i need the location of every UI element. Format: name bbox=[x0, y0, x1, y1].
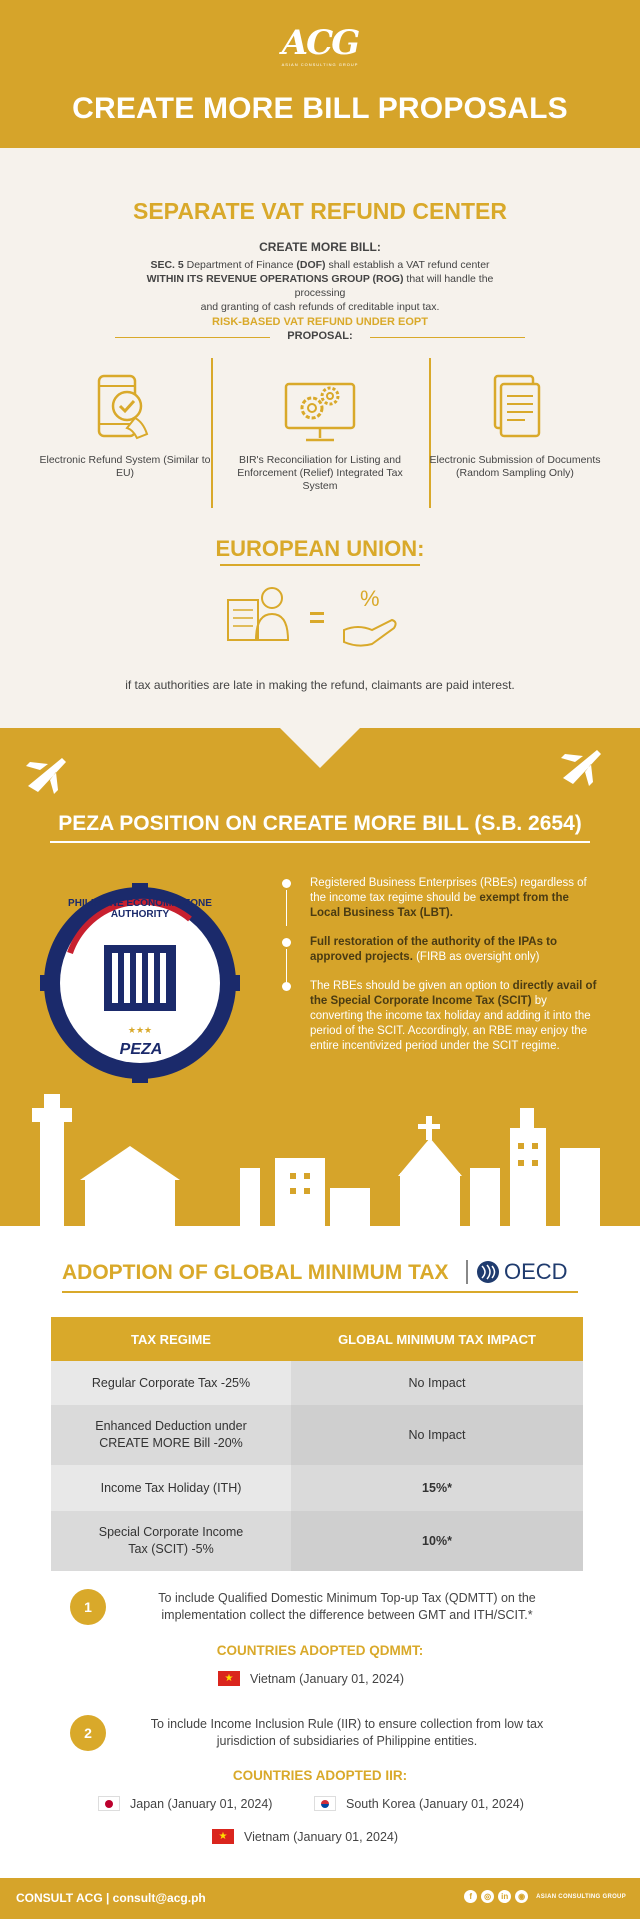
table-cell: 15%* bbox=[291, 1465, 583, 1511]
vietnam-flag-icon: ★ bbox=[212, 1829, 234, 1844]
bill-sec: SEC. 5 bbox=[150, 259, 184, 271]
oecd-globe-icon bbox=[476, 1260, 500, 1284]
seal-abbr: PEZA bbox=[119, 1041, 163, 1058]
table-row bbox=[51, 1405, 583, 1465]
countries-iir-title: COUNTRIES ADOPTED IIR: bbox=[232, 1768, 408, 1783]
bill-title: CREATE MORE BILL: bbox=[259, 240, 381, 254]
note-qdmtt bbox=[70, 1589, 590, 1625]
peza-points bbox=[280, 876, 600, 1068]
note-number: 2 bbox=[70, 1715, 106, 1751]
point-3-text: The RBEs should be given an option to bbox=[310, 980, 513, 992]
point-2-text: (FIRB as oversight only) bbox=[412, 951, 540, 963]
page-title: CREATE MORE BILL PROPOSALS bbox=[72, 92, 568, 125]
table-cell: 10%* bbox=[291, 1511, 583, 1571]
airplane-left-icon bbox=[20, 748, 70, 798]
note-text: To include Income Inclusion Rule (IIR) to ensure collection from low tax jurisdiction of subsidiaries of Philippine entities. bbox=[150, 1717, 544, 1748]
peza-underline bbox=[50, 841, 590, 843]
peza-section bbox=[0, 728, 640, 1233]
bill-rog: WITHIN ITS REVENUE OPERATIONS GROUP (ROG) bbox=[146, 273, 404, 285]
oecd-text: OECD bbox=[504, 1259, 568, 1284]
point-1-text: Registered Business Enterprises (RBEs) regardless of the income tax regime should be bbox=[310, 877, 587, 904]
city-skyline-illustration bbox=[0, 1068, 640, 1233]
facebook-icon[interactable]: f bbox=[464, 1890, 477, 1903]
proposal-item-refund-system bbox=[30, 368, 220, 480]
bill-text-1: Department of Finance bbox=[183, 259, 297, 271]
eu-refund-icon bbox=[220, 578, 420, 658]
point-2-bold: Full restoration of the authority of the IPAs to approved projects. bbox=[310, 936, 558, 963]
japan-flag-icon bbox=[98, 1796, 120, 1811]
documents-icon bbox=[475, 368, 555, 448]
tax-regime-table bbox=[51, 1317, 583, 1571]
svg-text:%: % bbox=[360, 586, 380, 611]
table-cell: Regular Corporate Tax -25% bbox=[51, 1361, 291, 1405]
web-icon[interactable]: ◉ bbox=[515, 1890, 528, 1903]
country-label: Vietnam (January 01, 2024) bbox=[244, 1829, 399, 1844]
logo-mark: ACG bbox=[281, 23, 359, 63]
header-banner bbox=[0, 0, 640, 148]
logo-subtitle: ASIAN CONSULTING GROUP bbox=[281, 62, 359, 67]
note-iir bbox=[70, 1715, 590, 1751]
table-cell: No Impact bbox=[291, 1405, 583, 1465]
proposal-item-label: Electronic Refund System (Similar to EU) bbox=[39, 454, 211, 479]
peza-point bbox=[280, 935, 600, 965]
table-row bbox=[51, 1361, 583, 1405]
country-item bbox=[218, 1671, 404, 1686]
country-item bbox=[212, 1829, 398, 1844]
table-cell: Special Corporate Income Tax (SCIT) -5% bbox=[51, 1511, 291, 1571]
peza-point bbox=[280, 876, 600, 921]
country-label: Japan (January 01, 2024) bbox=[130, 1796, 273, 1811]
bill-text-1b: shall establish a VAT refund center bbox=[325, 259, 490, 271]
country-label: Vietnam (January 01, 2024) bbox=[250, 1671, 405, 1686]
col-gmt-impact: GLOBAL MINIMUM TAX IMPACT bbox=[291, 1317, 583, 1361]
vietnam-flag-icon: ★ bbox=[218, 1671, 240, 1686]
south-korea-flag-icon bbox=[314, 1796, 336, 1811]
vat-refund-section bbox=[0, 148, 640, 728]
peza-title: PEZA POSITION ON CREATE MORE BILL (S.B. 2654) bbox=[58, 812, 582, 835]
footer bbox=[0, 1878, 640, 1919]
section-notch bbox=[280, 728, 360, 768]
peza-point bbox=[280, 979, 600, 1054]
bullet-line bbox=[286, 890, 287, 926]
eu-underline bbox=[220, 564, 420, 566]
acg-logo bbox=[280, 24, 360, 68]
bill-text-2: that will handle the processing bbox=[294, 273, 494, 299]
table-cell: Enhanced Deduction under CREATE MORE Bill -20% bbox=[51, 1405, 291, 1465]
bullet-dot bbox=[282, 879, 291, 888]
proposal-item-e-submission bbox=[420, 368, 610, 480]
instagram-icon[interactable]: ◎ bbox=[481, 1890, 494, 1903]
footer-socials bbox=[464, 1890, 626, 1903]
oecd-logo bbox=[466, 1259, 568, 1285]
footer-brand: ASIAN CONSULTING GROUP bbox=[536, 1893, 626, 1900]
table-cell: No Impact bbox=[291, 1361, 583, 1405]
point-3-text-b: by converting the income tax holiday and adding it into the period of the SCIT. Accordingly, an RBE may enjoy the entire incentivized period under the SCIT regime. bbox=[310, 995, 591, 1052]
country-item bbox=[98, 1796, 272, 1811]
proposal-item-reconciliation bbox=[225, 368, 415, 493]
table-row bbox=[51, 1465, 583, 1511]
proposal-item-label: Electronic Submission of Documents (Random Sampling Only) bbox=[429, 454, 601, 479]
eu-text: if tax authorities are late in making the refund, claimants are paid interest. bbox=[125, 678, 515, 692]
risk-based-heading: RISK-BASED VAT REFUND UNDER EOPT bbox=[212, 316, 428, 328]
bullet-dot bbox=[282, 982, 291, 991]
note-text: To include Qualified Domestic Minimum Top-up Tax (QDMTT) on the implementation collect the difference between GMT and ITH/SCIT.* bbox=[158, 1591, 536, 1622]
seal-text: PHILIPPINE ECONOMIC ZONE AUTHORITY bbox=[68, 898, 212, 920]
country-item bbox=[314, 1796, 524, 1811]
col-tax-regime: TAX REGIME bbox=[51, 1317, 291, 1361]
point-3-bold: directly avail of the Special Corporate Income Tax (SCIT) bbox=[310, 980, 597, 1007]
gmt-underline bbox=[62, 1291, 578, 1293]
gmt-section bbox=[0, 1233, 640, 1878]
bill-text bbox=[120, 258, 520, 314]
bill-dof: (DOF) bbox=[296, 259, 326, 271]
bill-text-3: and granting of cash refunds of creditable input tax. bbox=[200, 301, 440, 313]
proposal-item-label: BIR's Reconciliation for Listing and Enforcement (Relief) Integrated Tax System bbox=[237, 454, 403, 492]
point-1-bold: exempt from the Local Business Tax (LBT). bbox=[310, 892, 569, 919]
seal-stars: ★★★ bbox=[127, 1025, 153, 1035]
footer-contact[interactable]: CONSULT ACG | consult@acg.ph bbox=[16, 1891, 206, 1905]
country-label: South Korea (January 01, 2024) bbox=[346, 1796, 524, 1811]
monitor-gears-icon bbox=[280, 368, 360, 448]
linkedin-icon[interactable]: in bbox=[498, 1890, 511, 1903]
bullet-dot bbox=[282, 938, 291, 947]
phone-check-icon bbox=[85, 368, 165, 448]
note-number: 1 bbox=[70, 1589, 106, 1625]
table-cell: Income Tax Holiday (ITH) bbox=[51, 1465, 291, 1511]
column-divider bbox=[211, 358, 213, 508]
proposal-label: PROPOSAL: bbox=[270, 330, 370, 342]
eu-title: EUROPEAN UNION: bbox=[215, 536, 425, 561]
gmt-title: ADOPTION OF GLOBAL MINIMUM TAX bbox=[62, 1261, 449, 1284]
logo-separator bbox=[466, 1260, 468, 1284]
table-header-row bbox=[51, 1317, 583, 1361]
airplane-right-icon bbox=[555, 740, 605, 790]
table-row bbox=[51, 1511, 583, 1571]
vat-title: SEPARATE VAT REFUND CENTER bbox=[133, 198, 507, 224]
countries-qdmmt-title: COUNTRIES ADOPTED QDMMT: bbox=[216, 1643, 424, 1658]
